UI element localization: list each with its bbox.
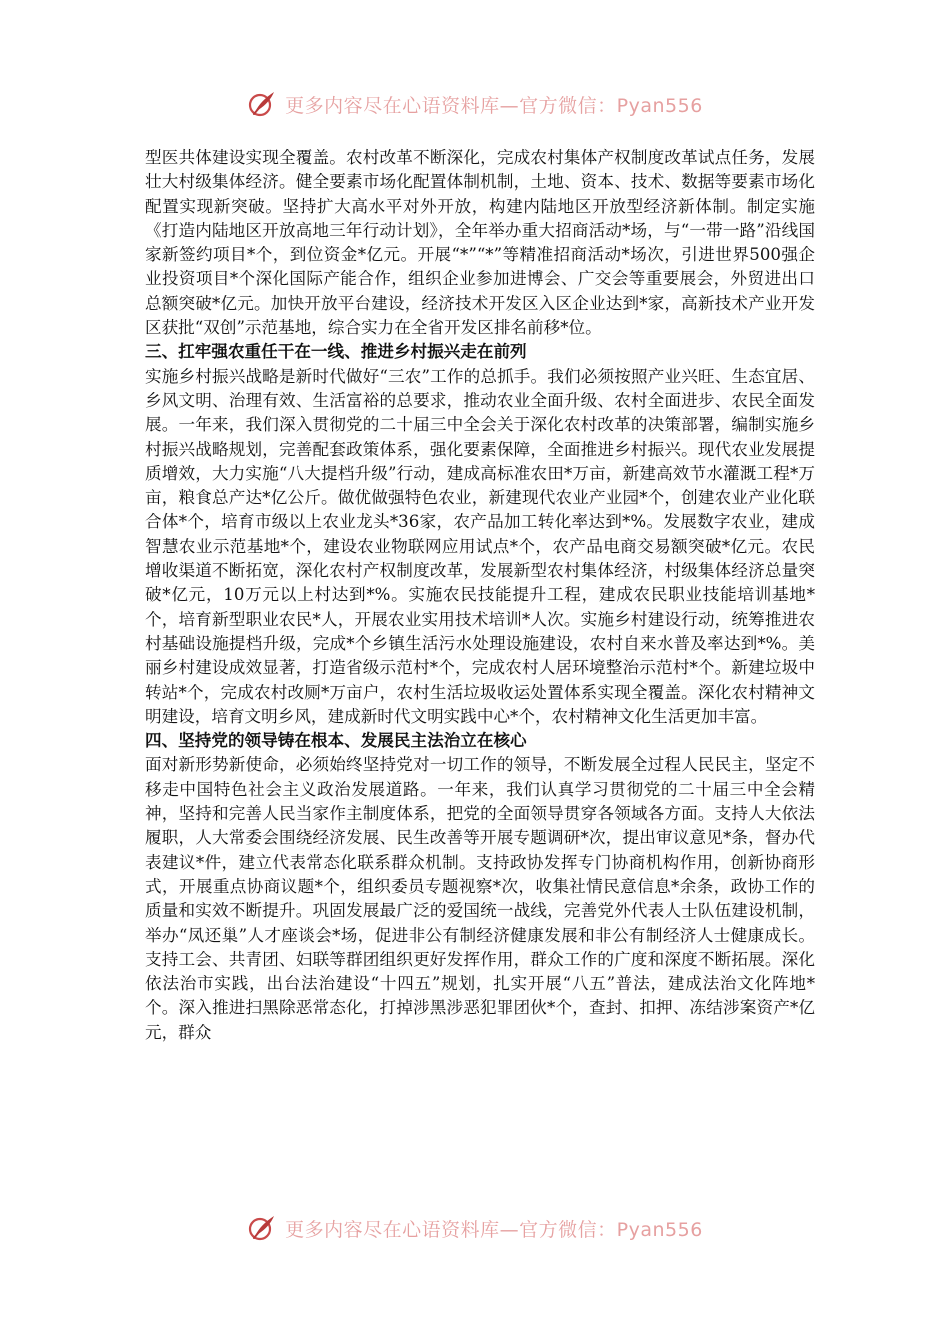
quill-logo-icon: [247, 1213, 277, 1243]
header-watermark: [0, 86, 950, 122]
section-heading-party-leadership: 四、坚持党的领导铸在根本、发展民主法治立在核心: [145, 731, 527, 751]
paragraph-opening-reform: 型医共体建设实现全覆盖。农村改革不断深化，完成农村集体产权制度改革试点任务，发展壮大村级集体经济。健全要素市场化配置体制机制，土地、资本、技术、数据等要素市场化配置实现新突破。坚持扩大高水平对外开放，构建内陆地区开放型经济新体制。制定实施《打造内陆地区开放高地三年行动计划》，全年举办重大招商活动*场，与“一带一路”沿线国家新签约项目*个，到位资金*亿元。开展“*”“*”等精准招商活动*场次，引进世界500强企业投资项目*个深化国际产能合作，组织企业参加进博会、广交会等重要展会，外贸进出口总额突破*亿元。加快开放平台建设，经济技术开发区入区企业达到*家，高新技术产业开发区获批“双创”示范基地，综合实力在全省开发区排名前移*位。: [145, 148, 815, 338]
paragraph-rural-revitalization: 实施乡村振兴战略是新时代做好“三农”工作的总抓手。我们必须按照产业兴旺、生态宜居、乡风文明、治理有效、生活富裕的总要求，推动农业全面升级、农村全面进步、农民全面发展。一年来，我们深入贯彻党的二十届三中全会关于深化农村改革的决策部署，编制实施乡村振兴战略规划，完善配套政策体系，强化要素保障，全面推进乡村振兴。现代农业发展提质增效，大力实施“八大提档升级”行动，建成高标准农田*万亩，新建高效节水灌溉工程*万亩，粮食总产达*亿公斤。做优做强特色农业，新建现代农业产业园*个，创建农业产业化联合体*个，培育市级以上农业龙头*36家，农产品加工转化率达到*%。发展数字农业，建成智慧农业示范基地*个，建设农业物联网应用试点*个，农产品电商交易额突破*亿元。农民增收渠道不断拓宽，深化农村产权制度改革，发展新型农村集体经济，村级集体经济总量突破*亿元，10万元以上村达到*%。实施农民技能提升工程，建成农民职业技能培训基地*个，培育新型职业农民*人，开展农业实用技术培训*人次。实施乡村建设行动，统筹推进农村基础设施提档升级，完成*个乡镇生活污水处理设施建设，农村自来水普及率达到*%。美丽乡村建设成效显著，打造省级示范村*个，完成农村人居环境整治示范村*个。新建垃圾中转站*个，完成农村改厕*万亩户，农村生活垃圾收运处置体系实现全覆盖。深化农村精神文明建设，培育文明乡风，建成新时代文明实践中心*个，农村精神文化生活更加丰富。: [145, 366, 815, 726]
section-heading-rural-revitalization: 三、扛牢强农重任干在一线、推进乡村振兴走在前列: [145, 342, 527, 362]
paragraph-party-leadership: 面对新形势新使命，必须始终坚持党对一切工作的领导，不断发展全过程人民民主，坚定不移走中国特色社会主义政治发展道路。一年来，我们认真学习贯彻党的二十届三中全会精神，坚持和完善人民当家作主制度体系，把党的全面领导贯穿各领域各方面。支持人大依法履职，人大常委会围绕经济发展、民生改善等开展专题调研*次，提出审议意见*条，督办代表建议*件，建立代表常态化联系群众机制。支持政协发挥专门协商机构作用，创新协商形式，开展重点协商议题*个，组织委员专题视察*次，收集社情民意信息*余条，政协工作的质量和实效不断提升。巩固发展最广泛的爱国统一战线，完善党外代表人士队伍建设机制，举办“凤还巢”人才座谈会*场，促进非公有制经济健康发展和非公有制经济人士健康成长。支持工会、共青团、妇联等群团组织更好发挥作用，群众工作的广度和深度不断拓展。深化依法治市实践，出台法治建设“十四五”规划，扎实开展“八五”普法，建成法治文化阵地*个。深入推进扫黑除恶常态化，打掉涉黑涉恶犯罪团伙*个，查封、扣押、冻结涉案资产*亿元，群众: [145, 755, 815, 1042]
watermark-text: 更多内容尽在心语资料库—官方微信：Pyan556: [285, 94, 703, 117]
watermark-text: 更多内容尽在心语资料库—官方微信：Pyan556: [285, 1218, 703, 1241]
footer-watermark: [0, 1210, 950, 1246]
document-body: [145, 146, 815, 1045]
quill-logo-icon: [247, 89, 277, 119]
